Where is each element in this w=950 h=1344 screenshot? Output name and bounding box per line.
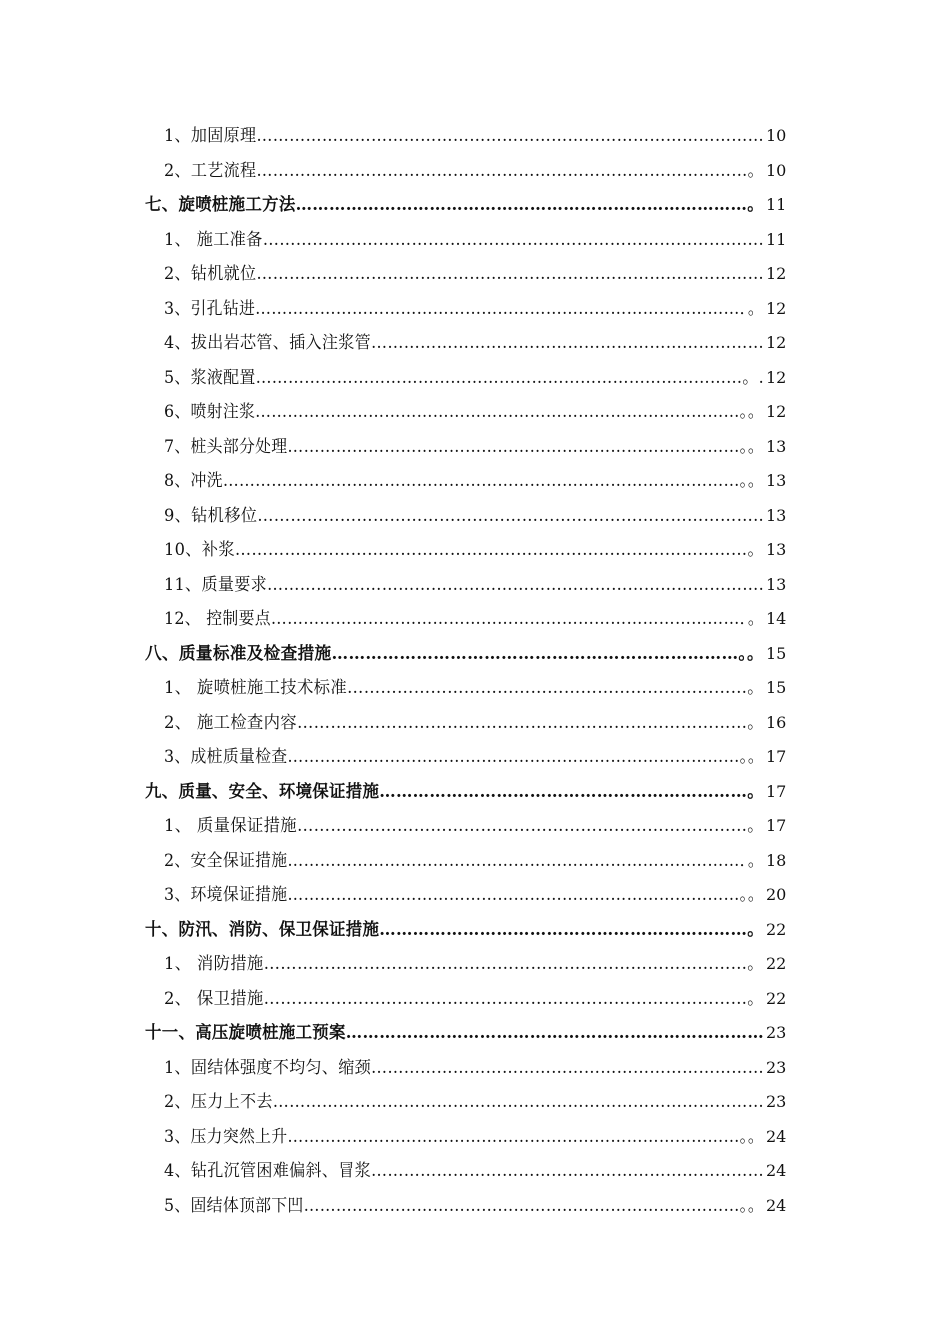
toc-entry-page-number: 13 [766, 436, 787, 456]
toc-entry-page-number: 24 [766, 1195, 787, 1215]
toc-entry-page-number: 17 [766, 747, 787, 766]
toc-section-entry[interactable] [0, 913, 950, 948]
toc-subsection-entry[interactable] [0, 292, 950, 327]
toc-section-entry[interactable] [0, 188, 950, 223]
toc-entry-page-number: 22 [766, 988, 787, 1008]
toc-subsection-entry[interactable] [0, 464, 950, 499]
toc-entry-page-number: 22 [766, 954, 787, 973]
toc-subsection-entry[interactable] [0, 326, 950, 361]
toc-entry-page-number: 24 [766, 1161, 787, 1180]
toc-entry-page-number: 15 [766, 643, 787, 663]
toc-subsection-entry[interactable] [0, 1189, 950, 1224]
toc-entry-page-number: 15 [766, 678, 787, 697]
toc-entry-title: 1、 质量保证措施………………………………………………………………………。 [164, 816, 764, 836]
table-of-contents [0, 119, 950, 1223]
toc-subsection-entry[interactable] [0, 533, 950, 568]
toc-entry-title: 9、钻机移位……………………………………………………………………………….. [164, 505, 764, 526]
toc-entry-title: 1、 施工准备………………………………………………………………………………. [164, 229, 764, 250]
toc-entry-title: 5、固结体顶部下凹………………………………………………………………………。。 [164, 1195, 764, 1216]
toc-entry-page-number: 17 [766, 781, 787, 801]
toc-entry-title: 2、 施工检查内容………………………………………………………………………。 [164, 712, 764, 733]
toc-entry-page-number: 13 [766, 574, 787, 594]
toc-entry-title: 1、 旋喷桩施工技术标准………………………………………………………………。 [164, 678, 764, 698]
toc-entry-page-number: 10 [766, 160, 787, 180]
toc-subsection-entry[interactable] [0, 1120, 950, 1155]
toc-entry-page-number: 20 [766, 885, 787, 904]
toc-entry-page-number: 12 [766, 333, 787, 352]
toc-section-entry[interactable] [0, 775, 950, 810]
toc-entry-page-number: 23 [766, 1092, 787, 1111]
toc-entry-title: 3、压力突然上升…………………………………………………………………………。。 [164, 1126, 764, 1147]
toc-subsection-entry[interactable] [0, 947, 950, 982]
toc-entry-page-number: 12 [766, 298, 787, 318]
toc-entry-page-number: 23 [766, 1023, 787, 1042]
toc-entry-title: 3、引孔钻进………………………………………………………………………………．。 [164, 298, 764, 319]
toc-entry-title: 2、安全保证措施…………………………………………………………………………．。 [164, 850, 764, 871]
toc-entry-page-number: 17 [766, 816, 787, 835]
toc-entry-page-number: 11 [766, 229, 787, 249]
toc-subsection-entry[interactable] [0, 844, 950, 879]
toc-entry-title: 7、桩头部分处理…………………………………………………………………………。。 [164, 436, 764, 457]
toc-entry-title: 10、补浆…………………………………………………………………………………。 [164, 540, 764, 560]
toc-subsection-entry[interactable] [0, 568, 950, 603]
toc-entry-page-number: 12 [766, 367, 787, 387]
toc-entry-title: 九、质量、安全、环境保证措施…………………………………………………………。 [145, 781, 764, 802]
toc-entry-title: 8、冲洗……………………………………………………………………………………。。 [164, 471, 764, 491]
toc-subsection-entry[interactable] [0, 982, 950, 1017]
toc-entry-title: 十、防汛、消防、保卫保证措施…………………………………………………………。 [145, 919, 764, 940]
toc-entry-page-number: 18 [766, 850, 787, 870]
toc-entry-page-number: 12 [766, 264, 787, 283]
toc-entry-page-number: 13 [766, 471, 787, 490]
toc-subsection-entry[interactable] [0, 706, 950, 741]
toc-entry-title: 1、固结体强度不均匀、缩颈……………………………………………………………… [164, 1057, 764, 1078]
toc-entry-title: 4、钻孔沉管困难偏斜、冒浆……………………………………………………………… [164, 1161, 764, 1181]
toc-subsection-entry[interactable] [0, 395, 950, 430]
toc-subsection-entry[interactable] [0, 878, 950, 913]
toc-entry-title: 5、浆液配置………………………………………………………………………………。. [164, 367, 764, 388]
toc-subsection-entry[interactable] [0, 430, 950, 465]
toc-entry-title: 4、拔出岩芯管、插入注浆管……………………………………………………………… [164, 333, 764, 353]
toc-subsection-entry[interactable] [0, 257, 950, 292]
toc-subsection-entry[interactable] [0, 119, 950, 154]
toc-entry-title: 12、 控制要点……………………………………………………………………………．。 [164, 609, 764, 629]
toc-section-entry[interactable] [0, 1016, 950, 1051]
toc-entry-page-number: 13 [766, 540, 787, 559]
toc-entry-title: 2、工艺流程………………………………………………………………………………。 [164, 160, 764, 181]
toc-entry-page-number: 13 [766, 505, 787, 525]
toc-entry-page-number: 12 [766, 402, 787, 421]
toc-entry-page-number: 11 [766, 195, 787, 214]
toc-subsection-entry[interactable] [0, 1154, 950, 1189]
toc-entry-title: 2、钻机就位………………………………………………………………………………… [164, 264, 764, 284]
toc-subsection-entry[interactable] [0, 361, 950, 396]
toc-entry-page-number: 22 [766, 919, 787, 939]
toc-entry-title: 11、质量要求………………………………………………………………………………. [164, 574, 764, 595]
toc-subsection-entry[interactable] [0, 671, 950, 706]
toc-entry-title: 6、喷射注浆………………………………………………………………………………。。 [164, 402, 764, 422]
toc-entry-page-number: 10 [766, 126, 787, 145]
toc-entry-title: 2、 保卫措施……………………………………………………………………………。 [164, 988, 764, 1009]
toc-entry-page-number: 24 [766, 1126, 787, 1146]
toc-entry-title: 1、加固原理………………………………………………………………………………… [164, 126, 764, 146]
toc-entry-title: 2、压力上不去……………………………………………………………………………… [164, 1092, 764, 1112]
toc-subsection-entry[interactable] [0, 223, 950, 258]
toc-subsection-entry[interactable] [0, 740, 950, 775]
toc-subsection-entry[interactable] [0, 602, 950, 637]
toc-entry-title: 十一、高压旋喷桩施工预案………………………………………………………………… [145, 1023, 764, 1043]
toc-subsection-entry[interactable] [0, 154, 950, 189]
toc-entry-title: 七、旋喷桩施工方法………………………………………………………………………。 [145, 195, 764, 215]
toc-section-entry[interactable] [0, 637, 950, 672]
toc-entry-page-number: 14 [766, 609, 787, 628]
toc-entry-title: 3、环境保证措施…………………………………………………………………………。。 [164, 885, 764, 905]
toc-entry-title: 3、成桩质量检查…………………………………………………………………………。。 [164, 747, 764, 767]
toc-entry-title: 八、质量标准及检查措施………………………………………………………………。。 [145, 643, 764, 664]
toc-entry-page-number: 16 [766, 712, 787, 732]
toc-entry-page-number: 23 [766, 1057, 787, 1077]
toc-subsection-entry[interactable] [0, 499, 950, 534]
toc-subsection-entry[interactable] [0, 1085, 950, 1120]
toc-subsection-entry[interactable] [0, 809, 950, 844]
toc-subsection-entry[interactable] [0, 1051, 950, 1086]
toc-entry-title: 1、 消防措施……………………………………………………………………………。 [164, 954, 764, 974]
